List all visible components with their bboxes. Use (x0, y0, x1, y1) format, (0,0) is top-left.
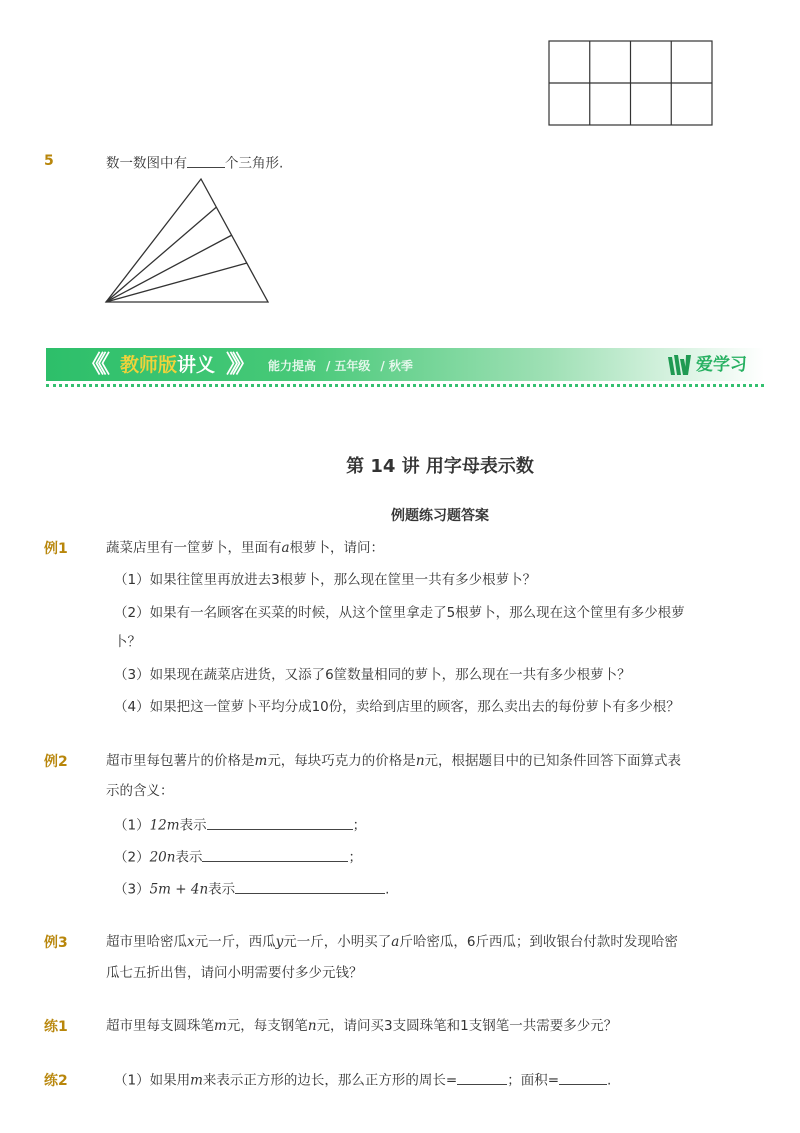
practice-1-stem (106, 1016, 617, 1036)
dotted-divider (46, 384, 764, 387)
crumb-separator: / (380, 359, 385, 373)
punctuation: . (385, 881, 390, 898)
stem-text: 超市里哈密瓜 (106, 934, 187, 950)
question-number: 5 (44, 153, 54, 169)
stem-text: （1）如果用 (114, 1072, 191, 1089)
example-1-q1: （1）如果往筐里再放进去3根萝卜，那么现在筐里一共有多少根萝卜？ (114, 572, 537, 588)
sub-prefix: （1） (114, 817, 150, 834)
brand-logo (666, 352, 764, 378)
variable: x (187, 934, 195, 950)
example-1-q2-line2: 卜？ (114, 634, 141, 650)
stem-text: 蔬菜店里有一筐萝卜，里面有 (106, 540, 282, 556)
banner-title-part2: 讲义 (177, 354, 216, 376)
question-text-after: 个三角形. (225, 155, 284, 172)
question-text-before: 数一数图中有 (106, 155, 187, 172)
crumb-separator: / (326, 359, 331, 373)
example-3-stem (106, 932, 678, 952)
punctuation: ； (348, 849, 362, 866)
means-text: 表示 (179, 817, 207, 834)
lecture-title: 第 14 讲 用字母表示数 (346, 456, 534, 477)
example-1-q4: （4）如果把这一筐萝卜平均分成10份，卖给到店里的顾客，那么卖出去的每份萝卜有多少根？ (114, 699, 680, 715)
crumb-season: 秋季 (388, 359, 413, 373)
example-3-label: 例3 (44, 935, 68, 951)
practice-1-label: 练1 (44, 1019, 68, 1035)
lecture-banner (46, 348, 764, 388)
practice-2-label: 练2 (44, 1073, 68, 1089)
stem-text: 根萝卜，请问： (289, 540, 385, 556)
stem-text: 超市里每支圆珠笔 (106, 1018, 214, 1034)
stem-text: 超市里每包薯片的价格是 (106, 753, 255, 769)
example-1-q3: （3）如果现在蔬菜店进货，又添了6筐数量相同的萝卜，那么现在一共有多少根萝卜？ (114, 667, 631, 683)
math-expression: 5m + 4n (149, 881, 209, 898)
means-text: 表示 (175, 849, 203, 866)
variable: a (281, 540, 290, 556)
math-expression: 12m (149, 817, 180, 834)
section-title: 例题练习题答案 (391, 508, 489, 524)
stem-text: 元一斤，小明买了 (283, 934, 392, 950)
stem-text: 斤哈密瓜，6斤西瓜；到收银台付款时发现哈密 (399, 934, 678, 950)
sub-prefix: （2） (114, 849, 150, 866)
answer-blank (202, 847, 348, 862)
banner-title-part1: 教师版 (120, 354, 178, 376)
book-logo-icon (666, 353, 694, 377)
example-2-stem (106, 751, 681, 771)
rectangle-grid-figure (548, 40, 714, 128)
example-2-q3 (114, 879, 389, 900)
answer-blank (235, 879, 385, 894)
variable: m (190, 1072, 203, 1089)
chevron-right-icon: 》》 (226, 350, 250, 378)
variable: n (307, 1018, 317, 1034)
example-2-stem-line2: 示的含义： (106, 783, 174, 799)
example-3-stem-line2: 瓜七五折出售，请问小明需要付多少元钱？ (106, 965, 363, 981)
punctuation: . (607, 1072, 612, 1089)
variable: m (214, 1018, 227, 1034)
stem-text: 元，根据题目中的已知条件回答下面算式表 (424, 753, 682, 769)
answer-blank (187, 153, 225, 168)
crumb-grade: 五年级 (334, 359, 371, 373)
example-2-q1 (114, 815, 366, 836)
banner-breadcrumb (268, 358, 417, 374)
example-1-q2-line1: （2）如果有一名顾客在买菜的时候，从这个筐里拿走了5根萝卜，那么现在这个筐里有多少根萝 (114, 605, 685, 621)
variable: n (415, 753, 425, 769)
stem-text: 来表示正方形的边长，那么正方形的周长= (202, 1072, 458, 1089)
answer-blank (457, 1070, 507, 1085)
answer-blank (559, 1070, 607, 1085)
triangle-fan-figure (100, 175, 275, 310)
sub-prefix: （3） (114, 881, 150, 898)
variable: m (254, 753, 268, 769)
logo-text: 爱学习 (696, 355, 747, 375)
example-1-stem (106, 538, 384, 558)
stem-text: 元一斤，西瓜 (194, 934, 276, 950)
example-1-label: 例1 (44, 541, 68, 557)
math-expression: 20n (149, 849, 176, 866)
stem-text: ；面积= (507, 1072, 560, 1089)
example-2-label: 例2 (44, 754, 68, 770)
example-2-q2 (114, 847, 362, 868)
banner-title (120, 353, 215, 377)
stem-text: 元，请问买3支圆珠笔和1支钢笔一共需要多少元？ (316, 1018, 618, 1034)
stem-text: 元，每块巧克力的价格是 (267, 753, 416, 769)
answer-blank (207, 815, 353, 830)
punctuation: ； (352, 817, 367, 834)
crumb-level: 能力提高 (268, 359, 317, 373)
means-text: 表示 (208, 881, 236, 898)
variable: a (391, 934, 400, 950)
variable: y (275, 934, 284, 950)
question-text (106, 153, 283, 174)
practice-2-stem (114, 1070, 611, 1091)
chevron-left-icon: 《《 (80, 350, 104, 378)
stem-text: 元，每支钢笔 (226, 1018, 308, 1034)
